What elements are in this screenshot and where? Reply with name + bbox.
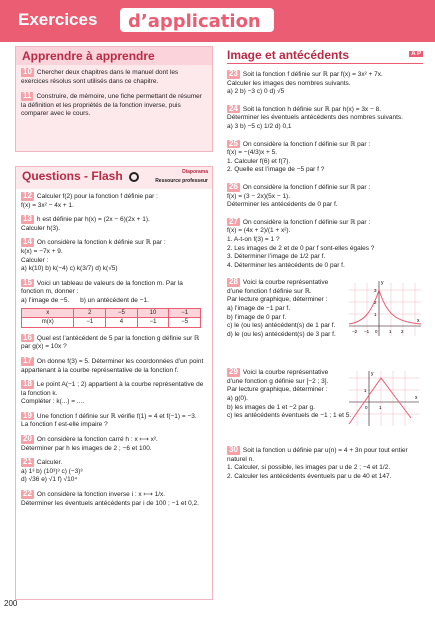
exercise-formula: f(x) = −(4/3)x + 5. [227, 149, 278, 157]
exercise-formula: f(x) = 3x² − 4x + 1. [21, 201, 74, 209]
exercise-number: 20 [23, 434, 32, 444]
exercise-text: Soit la fonction u définie par u(n) = 4 + 3n pour tout entier naturel n. [227, 447, 408, 463]
exercise-text: On considère la fonction f définie sur ℝ par : [242, 218, 371, 226]
exercise-number: 17 [23, 355, 32, 365]
exercise-28 [227, 278, 423, 364]
apprendre-box [15, 46, 213, 152]
exercise-question: 4. Déterminer les antécédents de 0 par f. [227, 261, 345, 269]
exercise-text: Voici un tableau de valeurs de la fonction m. Par la fonction m, donner : [21, 279, 183, 296]
exercise-number: 11 [23, 91, 32, 101]
exercise-text: Déterminer les antécédents de 0 par f. [227, 201, 338, 209]
exercise-number: 23 [229, 69, 238, 78]
exercise-question: 1. A-t-on f(3) = 1 ? [227, 235, 280, 243]
exercise-text: Déterminer par h les images de 2 ; −6 et 100. [21, 444, 152, 452]
exercise-23 [227, 70, 423, 97]
right-column [227, 44, 423, 482]
exercise-text: Calculer h(3). [21, 224, 61, 232]
exercise-question: b) les images de 1 et −2 par g. [227, 403, 315, 411]
table-cell: −5 [169, 318, 201, 328]
exercise-text: La fonction f est-elle impaire ? [21, 421, 108, 429]
exercise-text: On considère la fonction k définie sur ℝ par : [36, 239, 166, 247]
flash-title-bar [16, 167, 212, 189]
exercise-19 [21, 412, 207, 430]
exercise-text: Déterminer les éventuels antécédents des nombres suivants. [227, 114, 403, 122]
exercise-number: 19 [23, 410, 32, 420]
exercise-17 [21, 357, 207, 375]
exercise-text: On considère la fonction carré h : x ⟼ x². [36, 436, 158, 444]
y-axis-label: y [381, 280, 384, 287]
exercise-29 [227, 368, 423, 440]
exercise-number: 14 [23, 237, 32, 247]
exercise-text: Voici la courbe représentative d’une fonction f définie sur ℝ. [227, 279, 329, 295]
table-cell: x [22, 308, 74, 318]
table-cell: 10 [137, 308, 169, 318]
section-title-text: Image et antécédents [227, 48, 350, 62]
exercise-question: 2. Calculer les antécédents éventuels par u de 40 et 147. [227, 473, 392, 481]
exercise-30 [227, 446, 423, 481]
page-number: 200 [4, 599, 18, 608]
exercise-text: Calculer f(2) pour la fonction f définie par : [36, 193, 158, 200]
exercise-text: Soit la fonction h définie sur ℝ par h(x) = 3x − 8. [242, 105, 382, 113]
exercise-items: a) 2 b) −3 c) 0 d) √5 [227, 88, 285, 96]
exercise-13 [21, 215, 207, 233]
exercise-question: a) l’image de −1 par f. [227, 305, 291, 313]
x-axis-label: x [415, 395, 418, 402]
exercise-number: 21 [23, 457, 32, 467]
exercise-10 [16, 65, 212, 89]
exercise-formula: k(x) = −7x + 9. [21, 247, 63, 255]
apprendre-title: Apprendre à apprendre [16, 47, 212, 65]
exercise-12 [21, 192, 207, 210]
exercise-11 [16, 89, 212, 122]
exercise-14 [21, 238, 207, 273]
exercise-item-a: a) l’image de −5. [21, 296, 70, 304]
exercise-number: 12 [23, 191, 32, 200]
exercise-text: On considère la fonction f définie sur ℝ par : [242, 140, 371, 148]
x-tick: 2 [401, 329, 404, 335]
exercise-number: 24 [229, 103, 238, 113]
table-cell: 2 [74, 308, 106, 318]
exercise-15 [21, 279, 207, 328]
exercise-text: On considère la fonction inverse i : x ⟼ 1/x. [36, 491, 166, 499]
table-cell: 4 [106, 318, 138, 328]
exercise-27 [227, 218, 423, 271]
exercise-number: 18 [23, 379, 32, 389]
exercise-text: Par lecture graphique, déterminer : [227, 296, 328, 304]
y-tick: 1 [364, 388, 367, 394]
exercise-text: On donne f(3) = 5. Déterminer les coordonnées d’un point appartenant à la courbe représentative de la fonction f. [21, 357, 204, 374]
exercise-number: 15 [23, 277, 32, 287]
table-cell: m(x) [22, 318, 74, 328]
exercise-number: 16 [23, 332, 32, 342]
graph-29 [345, 368, 423, 428]
flash-box [15, 166, 213, 600]
exercise-items: d) √36 e) √1 f) √10⁴ [21, 476, 78, 484]
values-table [21, 308, 201, 328]
table-cell: −5 [106, 308, 138, 318]
exercise-formula: f(x) = (4x + 2)/(1 + x²). [227, 227, 291, 235]
exercise-18 [21, 380, 207, 407]
exercise-text: Soit la fonction f définie sur ℝ par f(x) = 3x² + 7x. [242, 71, 383, 78]
exercise-question: 2. Les images de 2 et de 0 par f sont-elles égales ? [227, 244, 375, 252]
stopwatch-icon [129, 172, 139, 182]
exercise-question: c) les antécédents éventuels de −1 ; 1 et 5. [227, 412, 352, 420]
exercise-number: 26 [229, 181, 238, 191]
exercise-question: 3. Déterminer l’image de 1/2 par f. [227, 253, 326, 261]
exercise-text: Chercher deux chapitres dans le manuel dont les exercices résolus sont utilisés dans ce chapitre. [21, 69, 179, 85]
header-title: Exercices [18, 10, 98, 29]
exercise-number: 30 [229, 445, 238, 455]
exercise-items: a) 1³ b) (10³)³ c) (−3)³ [21, 467, 83, 475]
exercise-text: Calculer les images des nombres suivants. [227, 79, 351, 87]
graph-28 [345, 278, 423, 340]
exercise-text: h est définie par h(x) = (2x − 6)(2x + 1). [36, 216, 150, 224]
exercise-20 [21, 435, 207, 453]
x-tick: −2 [352, 329, 358, 335]
exercise-22 [21, 490, 207, 508]
x-tick: 0 [375, 329, 378, 335]
exercise-question: 1. Calculer f(6) et f(7). [227, 157, 291, 165]
exercise-question: b) l’image de 0 par f. [227, 313, 287, 321]
exercise-items: a) 3 b) −5 c) 1/2 d) 0,1 [227, 122, 292, 130]
x-tick: −1 [364, 329, 370, 335]
exercise-text: Construire, de mémoire, une fiche permettant de résumer la définition et les propriétés de la fonction inverse, puis comparer avec le cours. [21, 93, 202, 118]
x-axis-label: x [417, 318, 420, 325]
y-tick: 3 [374, 288, 377, 294]
exercise-text: Quel est l’antécédent de 5 par la fonction g définie sur ℝ par g(x) = 10x ? [21, 334, 200, 351]
x-tick: 1 [389, 329, 392, 335]
table-cell: −1 [74, 318, 106, 328]
x-tick: 0 [365, 405, 368, 411]
exercise-text: Déterminer les éventuels antécédents par i de 100 ; −1 et 0,2. [21, 499, 199, 507]
exercise-number: 10 [23, 67, 32, 76]
x-tick: 1 [379, 405, 382, 411]
exercise-number: 25 [229, 138, 238, 148]
page-header [0, 0, 435, 42]
exercise-number: 13 [23, 214, 32, 224]
section-title [227, 48, 423, 64]
exercise-16 [21, 334, 207, 352]
header-subtitle-box [118, 6, 276, 34]
exercise-25 [227, 140, 423, 175]
exercise-number: 28 [229, 277, 238, 287]
exercise-text: Calculer : [21, 256, 49, 264]
exercise-text: Compléter : k(...) = .... [21, 398, 85, 406]
exercise-question: c) le (ou les) antécédent(s) de 1 par f. [227, 322, 336, 330]
table-cell: −1 [137, 318, 169, 328]
badge-diaporama[interactable]: Diaporama [182, 169, 208, 175]
exercise-21 [21, 458, 207, 485]
exercise-number: 27 [229, 216, 238, 226]
y-tick: 1 [374, 312, 377, 318]
exercise-question: d) le (ou les) antécédent(s) de 3 par f. [227, 330, 336, 338]
header-subtitle: d’application [128, 11, 261, 32]
left-column [15, 44, 213, 600]
exercise-question: 2. Quelle est l’image de −5 par f ? [227, 166, 325, 174]
section-tag: A P [411, 51, 421, 57]
y-axis-label: y [371, 371, 374, 378]
table-cell: −1 [169, 308, 201, 318]
exercise-26 [227, 183, 423, 210]
exercise-text: Une fonction f définie sur ℝ vérifie f(1) = 4 et f(−1) = −3. [36, 412, 197, 420]
flash-title: Questions - Flash [22, 169, 123, 183]
exercise-24 [227, 105, 423, 132]
exercise-number: 29 [229, 367, 238, 377]
exercise-item-b: b) un antécédent de −1. [80, 296, 149, 304]
exercise-text: Le point A(−1 ; 2) appartient à la courbe représentative de la fonction k. [21, 381, 204, 397]
y-tick: 2 [374, 300, 377, 306]
exercise-items: a) k(10) b) k(−4) c) k(3/7) d) k(√5) [21, 265, 118, 273]
exercise-text: Par lecture graphique, déterminer : [227, 386, 328, 394]
exercise-text: Calculer. [36, 459, 63, 467]
exercise-formula: f(x) = (3 − 2x)(5x − 1). [227, 192, 291, 200]
exercise-question: 1. Calculer, si possible, les images par u de 2 ; −4 et 1/2. [227, 464, 391, 472]
exercise-text: Voici la courbe représentative d’une fonction g définie sur [−2 ; 3]. [227, 369, 329, 385]
exercise-question: a) g(0). [227, 395, 248, 403]
badge-ressource[interactable]: Ressource professeur [155, 178, 208, 184]
exercise-text: On considère la fonction f définie sur ℝ par : [242, 183, 371, 191]
exercise-number: 22 [23, 489, 32, 499]
